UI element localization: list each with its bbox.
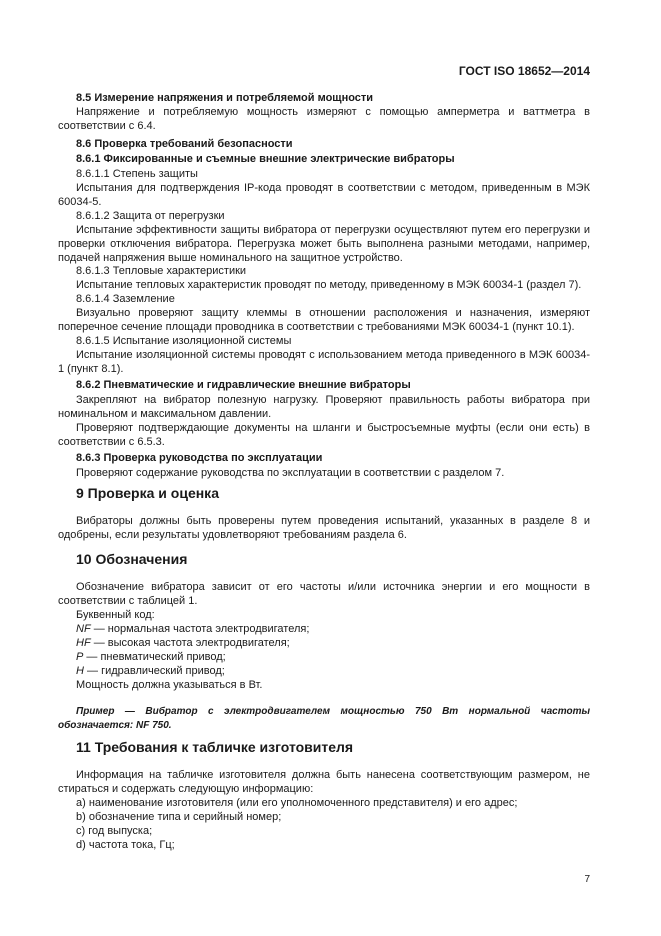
code: NF [76, 623, 91, 635]
section-8-6-1-5-heading: 8.6.1.5 Испытание изоляционной системы [76, 335, 292, 347]
section-8-6-1-5-text: Испытание изоляционной системы проводят с использованием метода приведенного в МЭК 60034-1 (пункт 8.1). [58, 349, 590, 375]
section-8-5-heading: 8.5 Измерение напряжения и потребляемой мощности [76, 92, 374, 104]
code: P [76, 651, 84, 663]
section-8-6-2-heading: 8.6.2 Пневматические и гидравлические внешние вибраторы [76, 379, 411, 391]
example-note: Пример — Вибратор с электродвигателем мощностью 750 Вт нормальной частоты обозначается: NF 750. [58, 706, 590, 731]
code-desc: — высокая частота электродвигателя; [90, 637, 290, 649]
list-item: b) обозначение типа и серийный номер; [76, 811, 282, 823]
section-8-6-1-2-text: Испытание эффективности защиты вибратора от перегрузки осуществляют путем его перегрузки и проверки отключения вибратора. Перегрузка может быть выполнена разными методами, например, подачей напряжения выше номинального на защитное устройство. [58, 224, 590, 264]
section-8-6-1-heading: 8.6.1 Фиксированные и съемные внешние электрические вибраторы [76, 153, 455, 165]
section-8-6-3-heading: 8.6.3 Проверка руководства по эксплуатации [76, 452, 323, 464]
section-8-6-1-3-heading: 8.6.1.3 Тепловые характеристики [76, 265, 247, 277]
code-label: Буквенный код: [76, 609, 155, 621]
section-8-5-text: Напряжение и потребляемую мощность измеряют с помощью амперметра и ваттметра в соответствии с 6.4. [58, 106, 590, 132]
section-9-text: Вибраторы должны быть проверены путем проведения испытаний, указанных в разделе 8 и одобрены, если результаты удовлетворяют требованиям раздела 6. [58, 515, 590, 541]
code-desc: — пневматический привод; [83, 651, 226, 663]
section-11-heading: 11 Требования к табличке изготовителя [76, 739, 354, 755]
section-10-heading: 10 Обозначения [76, 551, 188, 567]
code-item [58, 622, 608, 636]
page-number: 7 [584, 874, 590, 885]
code-item [58, 650, 608, 664]
section-8-6-heading: 8.6 Проверка требований безопасности [76, 138, 293, 150]
code-item [58, 664, 608, 678]
code: H [76, 665, 84, 677]
list-item: a) наименование изготовителя (или его уполномоченного представителя) и его адрес; [76, 797, 518, 809]
section-8-6-1-1-heading: 8.6.1.1 Степень защиты [76, 168, 198, 180]
code-item [58, 636, 608, 650]
code-desc: — гидравлический привод; [83, 665, 225, 677]
section-10-text: Обозначение вибратора зависит от его частоты и/или источника энергии и его мощности в соответствии с таблицей 1. [58, 581, 590, 607]
list-item: c) год выпуска; [76, 825, 153, 837]
section-8-6-2-text-1: Закрепляют на вибратор полезную нагрузку. Проверяют правильность работы вибратора при номинальном и максимальном давлении. [58, 394, 590, 420]
section-8-6-1-4-text: Визуально проверяют защиту клеммы в отношении расположения и назначения, измеряют поперечное сечение площади проводника в соответствии с требованиями МЭК 60034-1 (пункт 10.1). [58, 307, 590, 333]
section-8-6-1-1-text: Испытания для подтверждения IP-кода проводят в соответствии с методом, приведенным в МЭК 60034-5. [58, 182, 590, 208]
list-item: d) частота тока, Гц; [76, 839, 175, 851]
section-8-6-2-text-2: Проверяют подтверждающие документы на шланги и быстросъемные муфты (если они есть) в соответствии с 6.5.3. [58, 422, 590, 448]
section-8-6-1-3-text: Испытание тепловых характеристик проводят по методу, приведенному в МЭК 60034-1 (раздел 7). [76, 279, 582, 291]
section-9-heading: 9 Проверка и оценка [76, 485, 219, 501]
document-header: ГОСТ ISO 18652—2014 [458, 64, 590, 78]
section-8-6-3-text: Проверяют содержание руководства по эксплуатации в соответствии с разделом 7. [76, 467, 505, 479]
power-note: Мощность должна указываться в Вт. [76, 679, 263, 691]
code-desc: — нормальная частота электродвигателя; [90, 623, 310, 635]
code: HF [76, 637, 91, 649]
section-8-6-1-4-heading: 8.6.1.4 Заземление [76, 293, 175, 305]
section-11-text: Информация на табличке изготовителя должна быть нанесена соответствующим размером, не стираться и содержать следующую информацию: [58, 769, 590, 795]
section-8-6-1-2-heading: 8.6.1.2 Защита от перегрузки [76, 210, 225, 222]
